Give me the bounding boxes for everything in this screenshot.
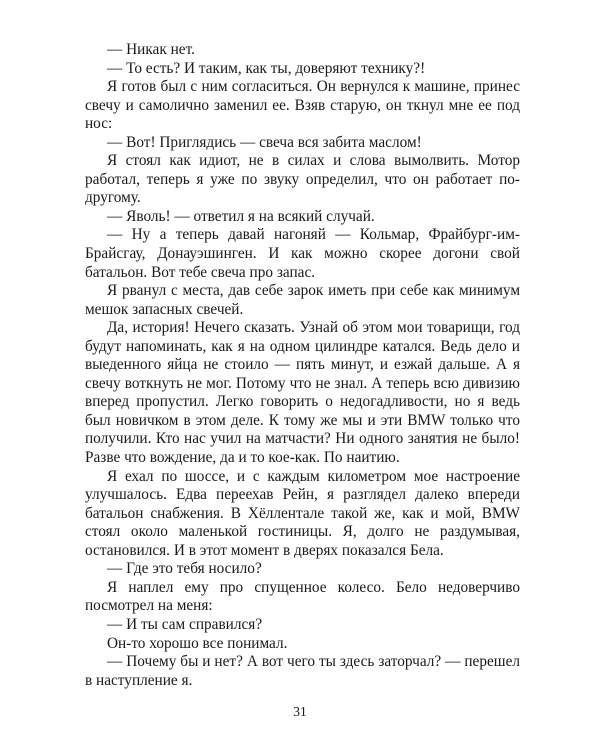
paragraph-13: — И ты сам справился? [107,615,263,633]
paragraph-1: — Никак нет. [107,41,195,58]
paragraph-15: — Почему бы и нет? А вот чего ты здесь заторчал? — перешел в наступление я. [85,653,520,689]
page-number: 31 [293,704,307,719]
paragraph-11: — Где это тебя носило? [107,560,262,578]
paragraph-2: — То есть? И таким, как ты, доверяют технику?! [107,59,426,77]
paragraph-12: Я наплел ему про спущенное колесо. Бело недоверчиво посмотрел на меня: [85,578,520,615]
paragraph-5: Я стоял как идиот, не в силах и слова вымолвить. Мотор работал, теперь я уже по звуку определил, что он работает по-другому. [85,152,520,207]
paragraph-14: Он-то хорошо все понимал. [107,634,288,652]
paragraph-9: Да, история! Нечего сказать. Узнай об этом мои товарищи, год будут напоминать, как я на одном цилиндре катался. Ведь дело и выеденного яйца не стоило — пять минут, и езжай дальше. А я свечу воткнуть не мог. Потому что не знал. А теперь всю дивизию вперед пропустил. Легко говорить о недогадливости, но я ведь был новичком в этом деле. К тому же мы и эти BMW только что получили. Кто нас учил на матчасти? Ни одного занятия не было! Разве что вождение, да и то кое-как. По наитию. [85,319,520,467]
paragraph-7: — Ну а теперь давай нагоняй — Кольмар, Фрайбург-им-Брайсгау, Донауэшинген. И как можно скорее догони свой батальон. Вот тебе свеча про запас. [85,226,520,281]
page-body-text [85,41,520,690]
paragraph-8: Я рванул с места, дав себе зарок иметь при себе как минимум мешок запасных свечей. [85,282,520,318]
paragraph-6: — Яволь! — ответил я на всякий случай. [107,207,375,225]
paragraph-4: — Вот! Приглядись — свеча вся забита маслом! [107,133,422,151]
paragraph-3: Я готов был с ним согласиться. Он вернулся к машине, принес свечу и самолично заменил ее. Взяв старую, он ткнул мне ее под нос: [85,78,520,133]
paragraph-10: Я ехал по шоссе, и с каждым километром мое настроение улучшалось. Едва переехав Рейн, я разглядел далеко впереди батальон снабжения. В Хёллентале такой же, как и мой, BMW стоял около маленькой гостиницы. Я, долго не раздумывая, остановился. И в этот момент в дверях показался Бела. [85,467,520,559]
